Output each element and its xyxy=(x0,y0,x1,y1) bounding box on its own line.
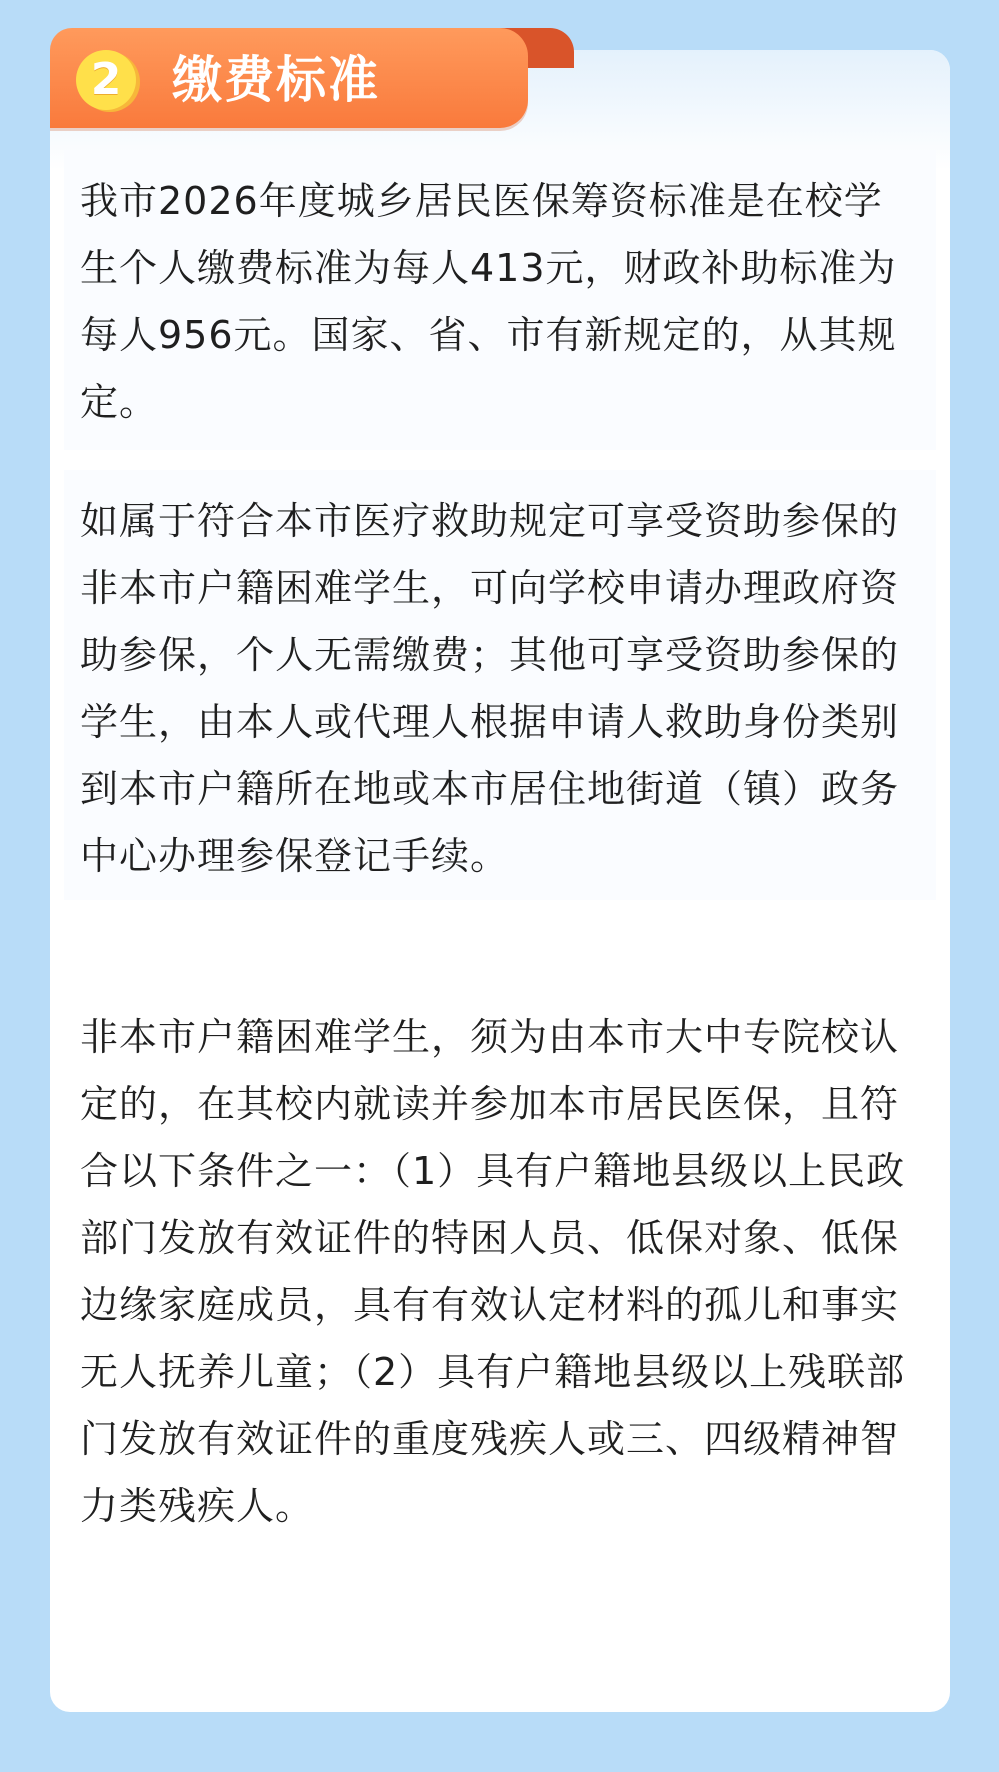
section-title: 缴费标准 xyxy=(172,51,380,109)
section-number: 2 xyxy=(90,54,122,105)
section-number-badge xyxy=(76,50,136,110)
paragraph-subsidy-application: 如属于符合本市医疗救助规定可享受资助参保的非本市户籍困难学生，可向学校申请办理政府资助参保，个人无需缴费；其他可享受资助参保的学生，由本人或代理人根据申请人救助身份类别到本市户籍所在地或本市居住地街道（镇）政务中心办理参保登记手续。 xyxy=(80,499,900,878)
paragraph-funding-standard: 我市2026年度城乡居民医保筹资标准是在校学生个人缴费标准为每人413元，财政补助标准为每人956元。国家、省、市有新规定的，从其规定。 xyxy=(80,179,897,424)
section-header-tab xyxy=(50,28,528,128)
paragraph-eligibility-conditions: 非本市户籍困难学生，须为由本市大中专院校认定的，在其校内就读并参加本市居民医保，且符合以下条件之一：（1）具有户籍地县级以上民政部门发放有效证件的特困人员、低保对象、低保边缘家庭成员，具有有效认定材料的孤儿和事实无人抚养儿童；（2）具有户籍地县级以上残联部门发放有效证件的重度残疾人或三、四级精神智力类残疾人。 xyxy=(80,1015,906,1528)
